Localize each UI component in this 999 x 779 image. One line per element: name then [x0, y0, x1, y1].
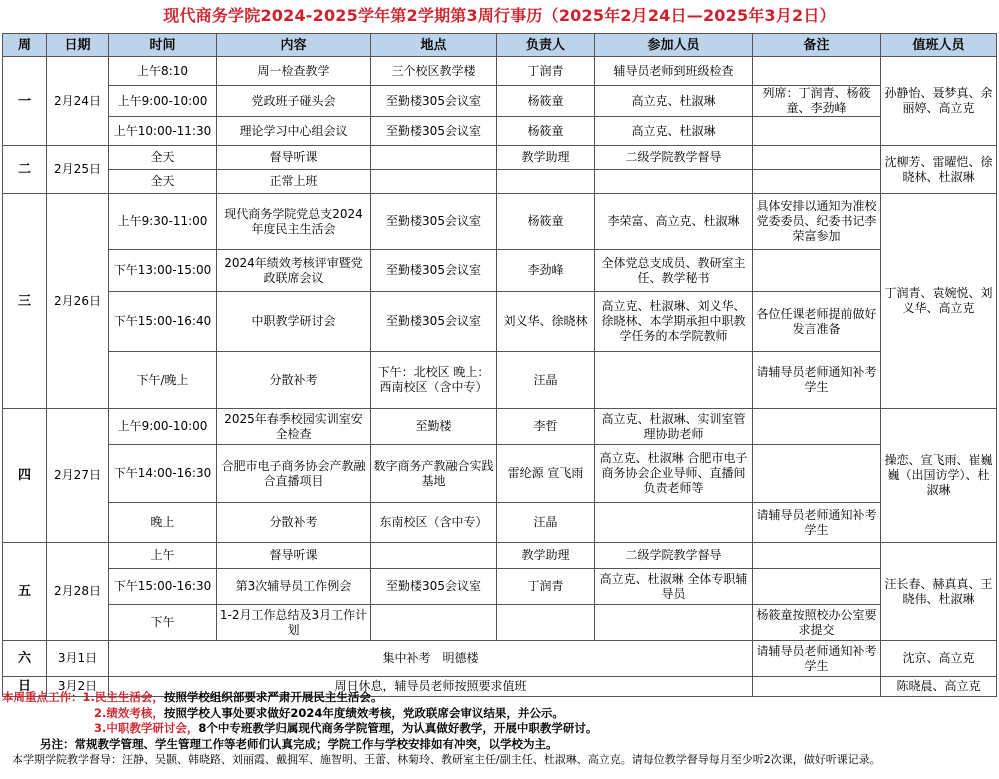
content-cell: 2025年春季校园实训室安全检查 — [217, 409, 371, 445]
note-cell: 请辅导员老师通知补考学生 — [753, 352, 881, 409]
table-row — [3, 117, 997, 146]
focus-item-1-text: 按照学校组织部要求严肃开展民主生活会。 — [163, 690, 383, 704]
table-row — [3, 569, 997, 605]
content-cell: 现代商务学院党总支2024年度民主生活会 — [217, 194, 371, 250]
content-cell: 正常上班 — [217, 170, 371, 194]
note-cell — [753, 250, 881, 292]
focus-item-2-title: 2.绩效考核， — [94, 705, 164, 720]
table-row — [3, 146, 997, 170]
table-row — [3, 170, 997, 194]
time-cell: 下午14:00-16:30 — [109, 445, 217, 503]
place-cell: 至勤楼305会议室 — [371, 194, 497, 250]
place-cell: 至勤楼305会议室 — [371, 250, 497, 292]
lead-cell: 李哲 — [497, 409, 595, 445]
col-header-content: 内容 — [217, 34, 371, 57]
time-cell: 下午13:00-15:00 — [109, 250, 217, 292]
lead-cell: 丁润青 — [497, 569, 595, 605]
lead-cell — [497, 170, 595, 194]
date-cell: 3月1日 — [47, 641, 109, 677]
schedule-table — [2, 33, 997, 697]
lead-cell: 汪晶 — [497, 352, 595, 409]
focus-item-1 — [2, 690, 996, 706]
date-cell: 3月2日 — [47, 677, 109, 697]
people-cell: 辅导员老师到班级检查 — [595, 57, 753, 86]
note-cell: 列席：丁润青、杨筱童、李劲峰 — [753, 86, 881, 117]
duty-cell: 陈晓晨、高立克 — [881, 677, 997, 697]
people-cell — [595, 605, 753, 641]
time-cell: 下午15:00-16:30 — [109, 569, 217, 605]
place-cell: 东南校区（含中专） — [371, 503, 497, 543]
people-cell: 高立克、杜淑琳 合肥市电子商务协会企业导师、直播间负责老师等 — [595, 445, 753, 503]
date-cell: 2月25日 — [47, 146, 109, 194]
content-cell: 1-2月工作总结及3月工作计划 — [217, 605, 371, 641]
table-row — [3, 352, 997, 409]
place-cell — [371, 170, 497, 194]
duty-cell: 孙静怡、聂梦真、余丽婷、高立克 — [881, 57, 997, 146]
table-row — [3, 292, 997, 352]
people-cell: 高立克、杜淑琳、实训室管理协助老师 — [595, 409, 753, 445]
duty-cell: 沈京、高立克 — [881, 641, 997, 677]
people-cell: 高立克、杜淑琳 — [595, 117, 753, 146]
lead-cell: 汪晶 — [497, 503, 595, 543]
content-cell: 周一检查教学 — [217, 57, 371, 86]
header-row — [3, 34, 997, 57]
content-cell: 第3次辅导员工作例会 — [217, 569, 371, 605]
content-cell: 周日休息，辅导员老师按照要求值班 — [109, 677, 753, 697]
col-header-duty: 值班人员 — [881, 34, 997, 57]
focus-item-2-text: 按照学校人事处要求做好2024年度绩效考核，党政联席会审议结果，并公示。 — [163, 705, 564, 720]
content-cell: 督导听课 — [217, 543, 371, 569]
time-cell: 下午15:00-16:40 — [109, 292, 217, 352]
focus-item-2 — [2, 706, 996, 722]
place-cell — [371, 605, 497, 641]
note-cell: 具体安排以通知为准校党委委员、纪委书记李荣富参加 — [753, 194, 881, 250]
place-cell: 至勤楼 — [371, 409, 497, 445]
time-cell: 全天 — [109, 146, 217, 170]
time-cell: 上午9:30-11:00 — [109, 194, 217, 250]
note-cell — [753, 170, 881, 194]
note-cell — [753, 569, 881, 605]
table-row — [3, 605, 997, 641]
note-cell: 请辅导员老师通知补考学生 — [753, 641, 881, 677]
duty-cell: 丁润青、袁婉悦、刘义华、高立克 — [881, 194, 997, 409]
note-cell — [753, 57, 881, 86]
table-row — [3, 543, 997, 569]
time-cell: 上午 — [109, 543, 217, 569]
lead-cell: 雷纶源 宣飞雨 — [497, 445, 595, 503]
people-cell — [595, 352, 753, 409]
time-cell: 下午/晚上 — [109, 352, 217, 409]
note-cell — [753, 445, 881, 503]
note-cell — [753, 409, 881, 445]
people-cell — [595, 503, 753, 543]
content-cell: 2024年绩效考核评审暨党政联席会议 — [217, 250, 371, 292]
people-cell: 二级学院教学督导 — [595, 543, 753, 569]
weekday-cell: 一 — [3, 57, 47, 146]
col-header-time: 时间 — [109, 34, 217, 57]
time-cell: 上午9:00-10:00 — [109, 86, 217, 117]
note-cell: 请辅导员老师通知补考学生 — [753, 503, 881, 543]
lead-cell: 杨筱童 — [497, 194, 595, 250]
content-cell: 分散补考 — [217, 503, 371, 543]
note-cell — [753, 146, 881, 170]
lead-cell: 杨筱童 — [497, 86, 595, 117]
weekday-cell: 三 — [3, 194, 47, 409]
date-cell: 2月24日 — [47, 57, 109, 146]
table-row — [3, 194, 997, 250]
content-cell: 中职教学研讨会 — [217, 292, 371, 352]
lead-cell: 刘义华、徐晓林 — [497, 292, 595, 352]
table-row — [3, 86, 997, 117]
date-cell: 2月27日 — [47, 409, 109, 543]
focus-item-3-title: 3.中职教学研讨会， — [94, 721, 199, 735]
lead-cell: 教学助理 — [497, 543, 595, 569]
place-cell: 至勤楼305会议室 — [371, 292, 497, 352]
weekday-cell: 六 — [3, 641, 47, 677]
supervisors-note: 本学期学院教学督导：汪静、吴颢、韩晓路、刘丽霞、戴拥军、施智明、王蕾、林菊玲、教研室主任/副主任、杜淑琳、高立克。请每位教学督导每月至少听2次课，做好听课记录。 — [12, 753, 881, 766]
time-cell: 上午9:00-10:00 — [109, 409, 217, 445]
duty-cell: 操恋、宣飞雨、崔巍巍（出国访学）、杜淑琳 — [881, 409, 997, 543]
other-note: 另注：常规教学管理、学生管理工作等老师们认真完成；学院工作与学校安排如有冲突，以学校为主。 — [40, 736, 558, 751]
focus-label: 本周重点工作： — [2, 690, 83, 704]
col-header-date: 日期 — [47, 34, 109, 57]
content-cell: 分散补考 — [217, 352, 371, 409]
table-row — [3, 409, 997, 445]
place-cell: 下午：北校区 晚上：西南校区（含中专） — [371, 352, 497, 409]
people-cell: 二级学院教学督导 — [595, 146, 753, 170]
lead-cell: 丁润青 — [497, 57, 595, 86]
lead-cell: 李劲峰 — [497, 250, 595, 292]
weekday-cell: 二 — [3, 146, 47, 194]
weekday-cell: 四 — [3, 409, 47, 543]
time-cell: 上午8:10 — [109, 57, 217, 86]
people-cell: 高立克、杜淑琳 — [595, 86, 753, 117]
people-cell: 李荣富、高立克、杜淑琳 — [595, 194, 753, 250]
weekday-cell: 日 — [3, 677, 47, 697]
place-cell — [371, 543, 497, 569]
note-cell: 各位任课老师提前做好发言准备 — [753, 292, 881, 352]
lead-cell: 杨筱童 — [497, 117, 595, 146]
focus-item-1-title: 1.民主生活会， — [82, 690, 164, 704]
duty-cell: 汪长春、赫真真、王晓伟、杜淑琳 — [881, 543, 997, 641]
content-cell: 集中补考 明德楼 — [109, 641, 753, 677]
content-cell: 督导听课 — [217, 146, 371, 170]
table-row — [3, 445, 997, 503]
col-header-people: 参加人员 — [595, 34, 753, 57]
time-cell: 下午 — [109, 605, 217, 641]
lead-cell: 教学助理 — [497, 146, 595, 170]
col-header-note: 备注 — [753, 34, 881, 57]
place-cell — [371, 146, 497, 170]
table-row — [3, 57, 997, 86]
place-cell: 数字商务产教融合实践基地 — [371, 445, 497, 503]
date-cell: 2月26日 — [47, 194, 109, 409]
content-cell: 党政班子碰头会 — [217, 86, 371, 117]
note-cell — [753, 543, 881, 569]
weekday-cell: 五 — [3, 543, 47, 641]
content-cell: 合肥市电子商务协会产教融合直播项目 — [217, 445, 371, 503]
note-cell — [753, 117, 881, 146]
col-header-lead: 负责人 — [497, 34, 595, 57]
place-cell: 至勤楼305会议室 — [371, 569, 497, 605]
place-cell: 三个校区教学楼 — [371, 57, 497, 86]
time-cell: 上午10:00-11:30 — [109, 117, 217, 146]
note-cell: 杨筱童按照校办公室要求提交 — [753, 605, 881, 641]
duty-cell: 沈柳芳、雷曜恺、徐晓林、杜淑琳 — [881, 146, 997, 194]
place-cell: 至勤楼305会议室 — [371, 117, 497, 146]
table-row — [3, 641, 997, 677]
col-header-week: 周 — [3, 34, 47, 57]
page-title: 现代商务学院2024-2025学年第2学期第3周行事历（2025年2月24日—2025年3月2日） — [163, 6, 836, 25]
focus-item-3 — [2, 721, 996, 737]
people-cell: 全体党总支成员、教研室主任、教学秘书 — [595, 250, 753, 292]
notes-section — [2, 690, 996, 768]
content-cell: 理论学习中心组会议 — [217, 117, 371, 146]
lead-cell — [497, 605, 595, 641]
people-cell: 高立克、杜淑琳、刘义华、徐晓林、本学期承担中职教学任务的本学院教师 — [595, 292, 753, 352]
people-cell: 高立克、杜淑琳 全体专职辅导员 — [595, 569, 753, 605]
col-header-place: 地点 — [371, 34, 497, 57]
date-cell: 2月28日 — [47, 543, 109, 641]
table-row — [3, 503, 997, 543]
focus-item-3-text: 8个中专班教学归属现代商务学院管理，为认真做好教学，开展中职教学研讨。 — [198, 721, 598, 735]
time-cell: 晚上 — [109, 503, 217, 543]
table-row — [3, 250, 997, 292]
place-cell: 至勤楼305会议室 — [371, 86, 497, 117]
time-cell: 全天 — [109, 170, 217, 194]
people-cell — [595, 170, 753, 194]
